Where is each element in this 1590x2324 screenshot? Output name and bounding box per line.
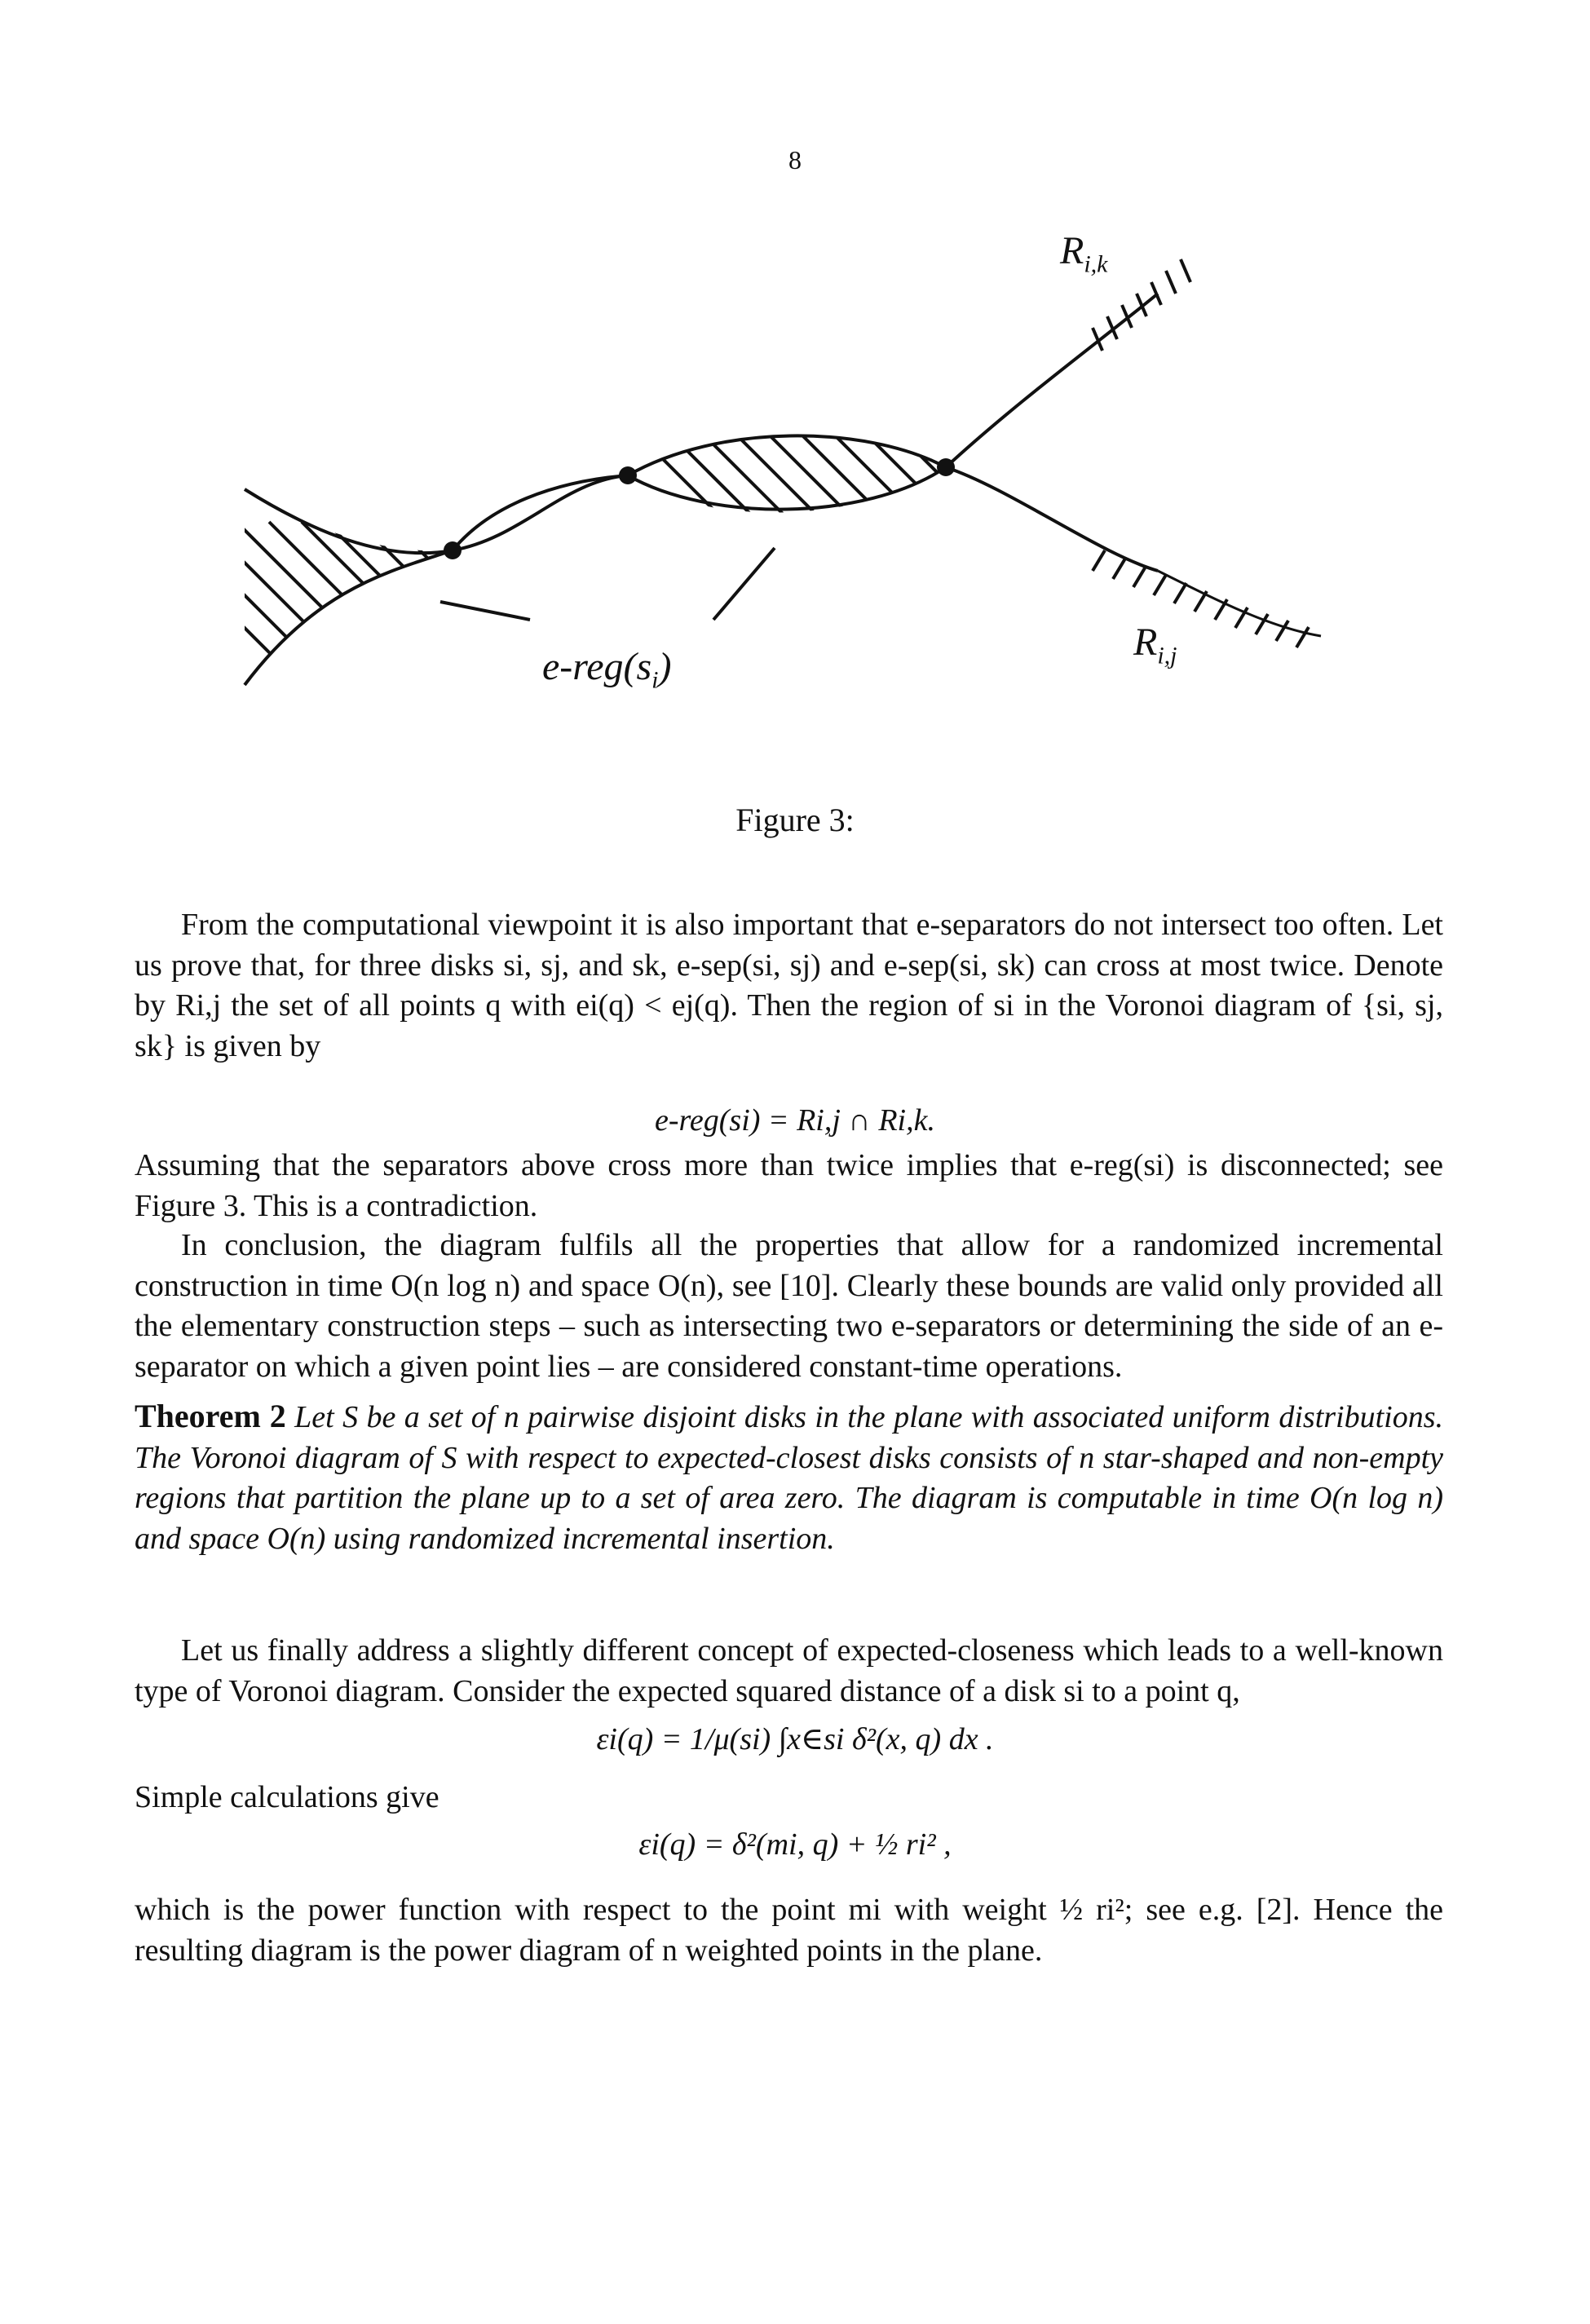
equation-1: e-reg(si) = Ri,j ∩ Ri,k.	[655, 1103, 935, 1138]
pointer-line-right	[713, 548, 775, 620]
paragraph-5: Simple calculations give	[135, 1780, 439, 1814]
equation-3: εi(q) = δ²(mi, q) + ½ ri² ,	[638, 1827, 952, 1862]
label-r-ik: $R_{i,k}$	[1060, 229, 1108, 278]
page-number: 8	[788, 145, 802, 175]
figure-3-diagram	[0, 0, 1590, 775]
intersection-point-2	[619, 466, 637, 484]
lens-hatching	[587, 383, 1044, 546]
rij-hatching	[1093, 550, 1309, 647]
paragraph-2: Assuming that the separators above cross more than twice implies that e-reg(si) is disconnected; see Figure 3. This is a contradiction.	[135, 1148, 1443, 1223]
paragraph-3: In conclusion, the diagram fulfils all the properties that allow for a randomized incremental construction in time O(n log n) and space O(n), see [10]. Clearly these bounds are valid only provided all the elementary construction steps – such as intersecting two e-separators or determining the side of an e-separator on which a given point lies – are considered constant-time operations.	[135, 1228, 1443, 1384]
theorem-body: Let S be a set of n pairwise disjoint disks in the plane with associated uniform distributions. The Voronoi diagram of S with respect to expected-closest disks consists of n star-shaped and non-empty regions that partition the plane up to a set of area zero. The diagram is computable in time O(n log n) and space O(n) using randomized incremental insertion.	[135, 1400, 1443, 1556]
rij-edge	[1158, 571, 1321, 636]
pointer-line-left	[440, 602, 530, 620]
intersection-point-3	[937, 458, 955, 476]
figure-caption: Figure 3:	[735, 802, 855, 838]
theorem-2	[135, 1396, 1443, 1559]
equation-2: εi(q) = 1/μ(si) ∫x∈si δ²(x, q) dx .	[596, 1722, 994, 1756]
label-r-ij: $R_{i,j}$	[1133, 621, 1177, 669]
paragraph-6: which is the power function with respect to the point mi with weight ½ ri²; see e.g. [2]. Hence the resulting diagram is the power diagram of n weighted points in the plane.	[135, 1893, 1443, 1968]
theorem-heading: Theorem 2	[135, 1398, 286, 1434]
separator-curve-ik	[245, 294, 1158, 685]
separator-curve-ij	[245, 467, 1158, 571]
paragraph-4: Let us finally address a slightly different concept of expected-closeness which leads to a well-known type of Voronoi diagram. Consider the expected squared distance of a disk si to a point q,	[135, 1633, 1443, 1708]
intersection-point-1	[444, 541, 462, 559]
label-e-reg: $e-reg(s_i)$	[542, 645, 672, 694]
paragraph-1: From the computational viewpoint it is also important that e-separators do not intersect too often. Let us prove that, for three disks si, sj, and sk, e-sep(si, sj) and e-sep(si, sk) can cross at most twice. Denote by Ri,j the set of all points q with ei(q) < ej(q). Then the region of si in the Voronoi diagram of {si, sj, sk} is given by	[135, 908, 1443, 1063]
